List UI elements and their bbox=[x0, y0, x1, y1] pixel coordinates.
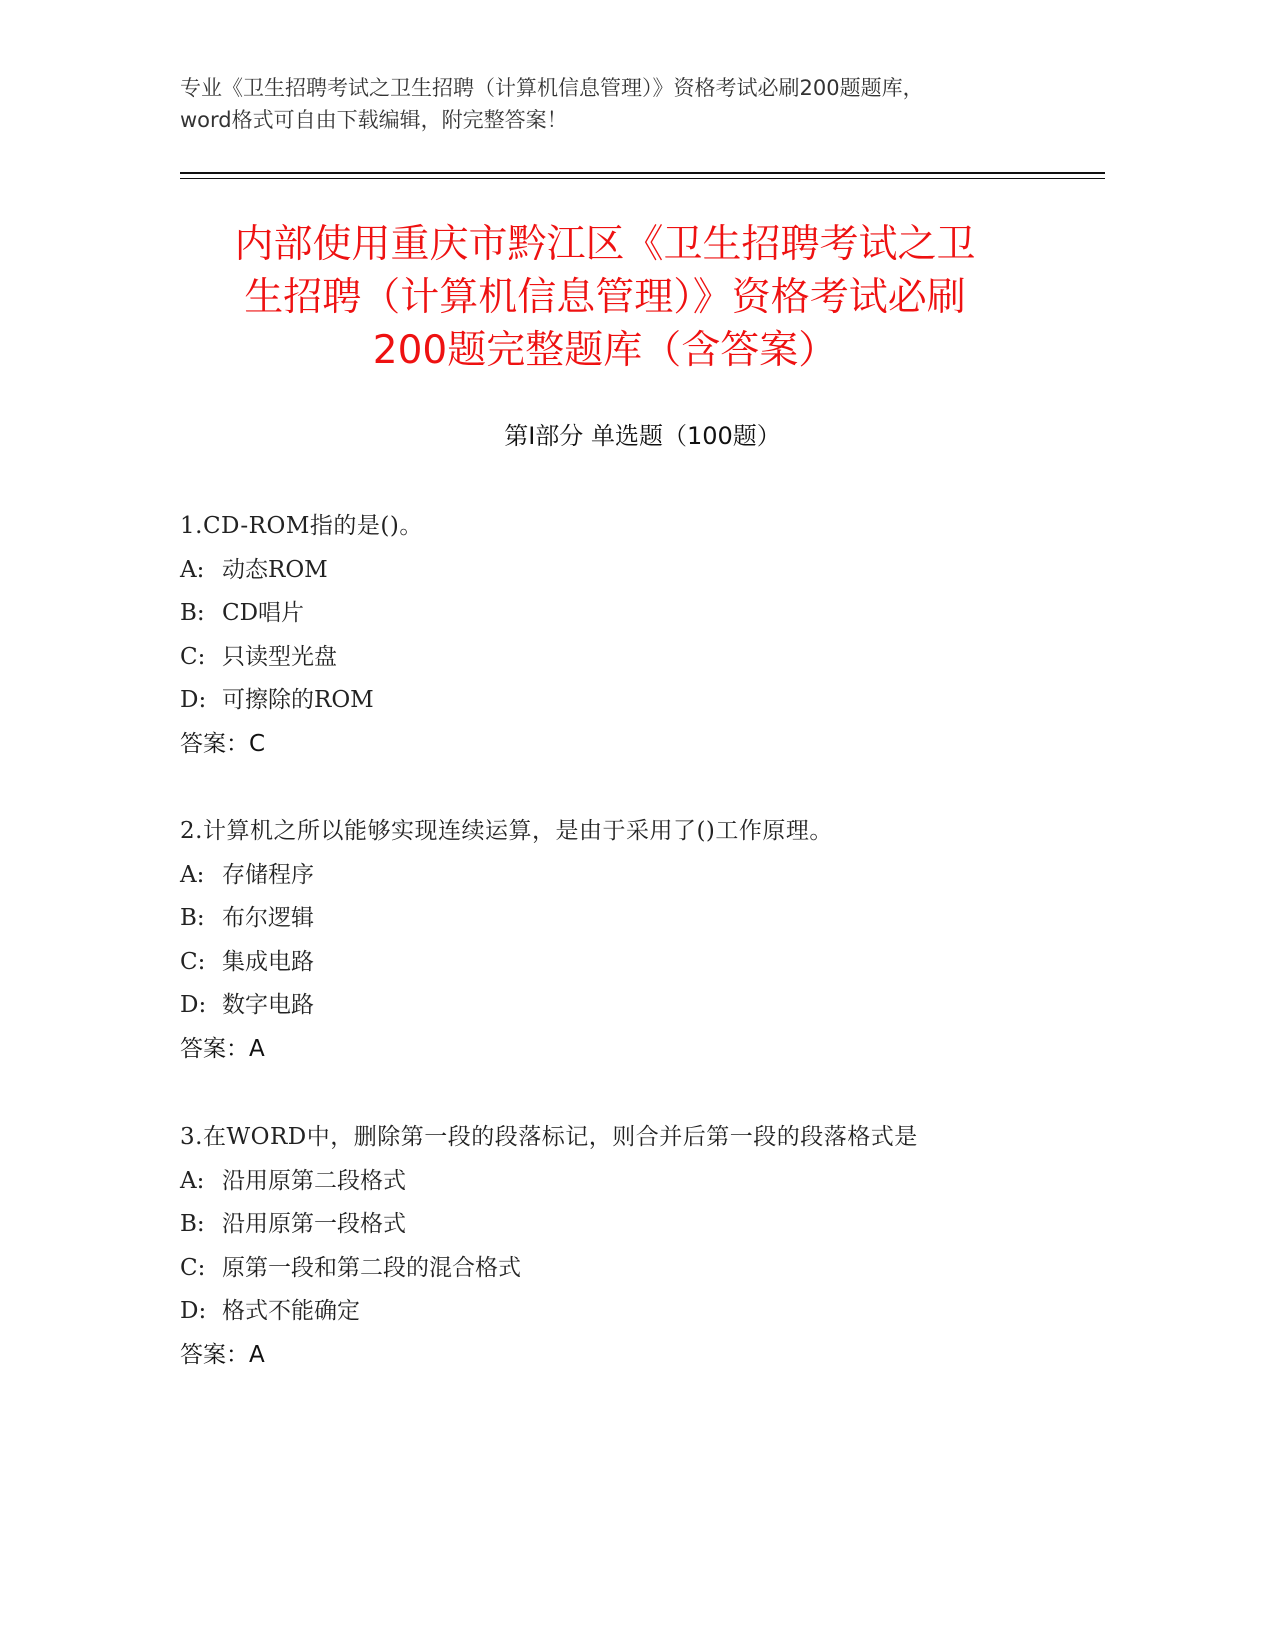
option-text: CD唱片 bbox=[222, 600, 305, 626]
document-title-line: 内部使用重庆市黔江区《卫生招聘考试之卫 bbox=[234, 222, 976, 267]
option-row bbox=[180, 1247, 1105, 1291]
option-letter: A: bbox=[180, 556, 205, 583]
option-text: 沿用原第二段格式 bbox=[222, 1167, 406, 1194]
header-divider bbox=[180, 172, 1105, 174]
option-row bbox=[180, 549, 1105, 593]
option-row bbox=[180, 1290, 1105, 1334]
option-text: 格式不能确定 bbox=[222, 1298, 360, 1324]
option-text: 存储程序 bbox=[222, 861, 314, 888]
option-text: 沿用原第一段格式 bbox=[222, 1211, 406, 1237]
option-row bbox=[180, 1203, 1105, 1247]
document-title-line: 生招聘（计算机信息管理）》资格考试必刷 bbox=[244, 275, 966, 320]
header-note bbox=[180, 72, 1100, 136]
document-title bbox=[180, 218, 1030, 377]
section-heading: 第Ⅰ部分 单选题（100题） bbox=[504, 422, 781, 450]
question-block bbox=[180, 1116, 1105, 1377]
option-text: 原第一段和第二段的混合格式 bbox=[222, 1254, 521, 1281]
option-letter: D: bbox=[180, 687, 207, 713]
option-text: 可擦除的ROM bbox=[222, 687, 374, 713]
question-stem: 2.计算机之所以能够实现连续运算，是由于采用了()工作原理。 bbox=[180, 818, 833, 844]
option-letter: C: bbox=[180, 1254, 206, 1281]
option-text: 数字电路 bbox=[222, 992, 314, 1018]
option-text: 布尔逻辑 bbox=[222, 905, 314, 931]
option-row bbox=[180, 984, 1105, 1028]
option-letter: A: bbox=[180, 861, 205, 888]
option-row bbox=[180, 592, 1105, 636]
option-row bbox=[180, 679, 1105, 723]
option-letter: C: bbox=[180, 643, 206, 670]
option-letter: B: bbox=[180, 1211, 205, 1237]
option-text: 集成电路 bbox=[222, 948, 314, 975]
answer-line: 答案：C bbox=[180, 730, 266, 757]
answer-line: 答案：A bbox=[180, 1341, 265, 1368]
option-letter: B: bbox=[180, 600, 205, 626]
option-letter: A: bbox=[180, 1167, 205, 1194]
question-stem: 3.在WORD中，删除第一段的段落标记，则合并后第一段的段落格式是 bbox=[180, 1124, 918, 1150]
option-letter: D: bbox=[180, 992, 207, 1018]
option-letter: B: bbox=[180, 905, 205, 931]
question-block bbox=[180, 810, 1105, 1071]
header-note-line: word格式可自由下载编辑，附完整答案！ bbox=[180, 108, 568, 132]
option-row bbox=[180, 941, 1105, 985]
option-letter: C: bbox=[180, 948, 206, 975]
option-row bbox=[180, 1160, 1105, 1204]
document-title-line: 200题完整题库（含答案） bbox=[372, 328, 838, 373]
option-text: 只读型光盘 bbox=[222, 643, 337, 670]
option-letter: D: bbox=[180, 1298, 207, 1324]
question-block bbox=[180, 505, 1105, 766]
option-text: 动态ROM bbox=[222, 556, 328, 583]
question-stem: 1.CD-ROM指的是()。 bbox=[180, 513, 423, 539]
header-divider bbox=[180, 178, 1105, 179]
option-row bbox=[180, 854, 1105, 898]
option-row bbox=[180, 636, 1105, 680]
header-note-line: 专业《卫生招聘考试之卫生招聘（计算机信息管理）》资格考试必刷200题题库， bbox=[180, 76, 924, 100]
answer-line: 答案：A bbox=[180, 1035, 265, 1062]
option-row bbox=[180, 897, 1105, 941]
